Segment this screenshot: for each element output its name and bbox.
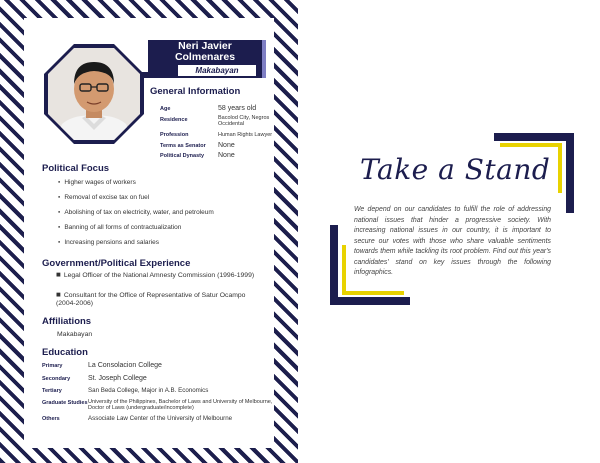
focus-item: ▪ Banning of all forms of contractualization [58, 224, 181, 231]
others-value: Associate Law Center of the University of Melbourne [88, 415, 233, 422]
candidate-party: Makabayan [178, 65, 256, 76]
profession-value: Human Rights Lawyer [218, 132, 273, 138]
portrait-photo-icon [44, 44, 144, 144]
residence-value: Bacolod City, Negros Occidental [218, 115, 270, 127]
candidate-last-name: Colmenares [174, 51, 236, 63]
candidate-first-name: Neri Javier [178, 40, 232, 52]
tertiary-label: Tertiary [42, 388, 62, 394]
focus-item: ▪ Higher wages of workers [58, 179, 136, 186]
affiliations-value: Makabayan [57, 331, 93, 338]
experience-item [56, 271, 261, 280]
experience-title: Government/Political Experience [42, 258, 191, 269]
focus-item: ▪ Increasing pensions and salaries [58, 239, 159, 246]
primary-label: Primary [42, 363, 63, 369]
graduate-value: University of the Philippines, Bachelor of Laws and University of Melbourne, Doctor of Laws (undergraduate/incomplete) [88, 399, 273, 411]
education-title: Education [42, 347, 88, 358]
focus-item: ▪ Abolishing of tax on electricity, water, and petroleum [58, 209, 214, 216]
dynasty-value: None [218, 152, 235, 159]
secondary-label: Secondary [42, 376, 71, 382]
square-bullet-icon: ■ [56, 290, 61, 299]
name-banner [148, 40, 266, 78]
take-a-stand-text: We depend on our candidates to fulfill the role of addressing national issues that hinder a progressive society. With increasing national issues in our country, it is important to secure our votes with those who share valuable sentiments towards them while tackling its root problem. Find out this year's candidates' stand on key issues through the following infographics. [354, 206, 551, 276]
tertiary-value: San Beda College, Major in A.B. Economics [88, 387, 209, 394]
primary-value: La Consolacion College [88, 362, 162, 369]
residence-label: Residence [160, 117, 188, 123]
general-info-title: General Information [150, 86, 241, 97]
age-value: 58 years old [218, 105, 257, 112]
affiliations-title: Affiliations [42, 316, 92, 327]
terms-value: None [218, 142, 235, 149]
graduate-label: Graduate Studies [42, 400, 88, 406]
experience-item [56, 291, 261, 308]
square-bullet-icon: ■ [56, 270, 61, 279]
political-focus-title: Political Focus [42, 163, 110, 174]
experience-text: Legal Officer of the National Amnesty Commission (1996-1999) [63, 272, 255, 279]
profession-label: Profession [160, 132, 189, 138]
others-label: Others [42, 416, 60, 422]
experience-text: Consultant for the Office of Representative of Satur Ocampo (2004-2006) [56, 292, 246, 307]
dynasty-label: Political Dynasty [160, 153, 205, 159]
focus-item: ▪ Removal of excise tax on fuel [58, 194, 149, 201]
secondary-value: St. Joseph College [88, 375, 147, 382]
take-a-stand-panel [330, 133, 574, 305]
age-label: Age [160, 106, 171, 112]
candidate-card [0, 0, 298, 463]
terms-label: Terms as Senator [160, 143, 206, 149]
take-a-stand-title: Take a Stand [360, 153, 551, 186]
